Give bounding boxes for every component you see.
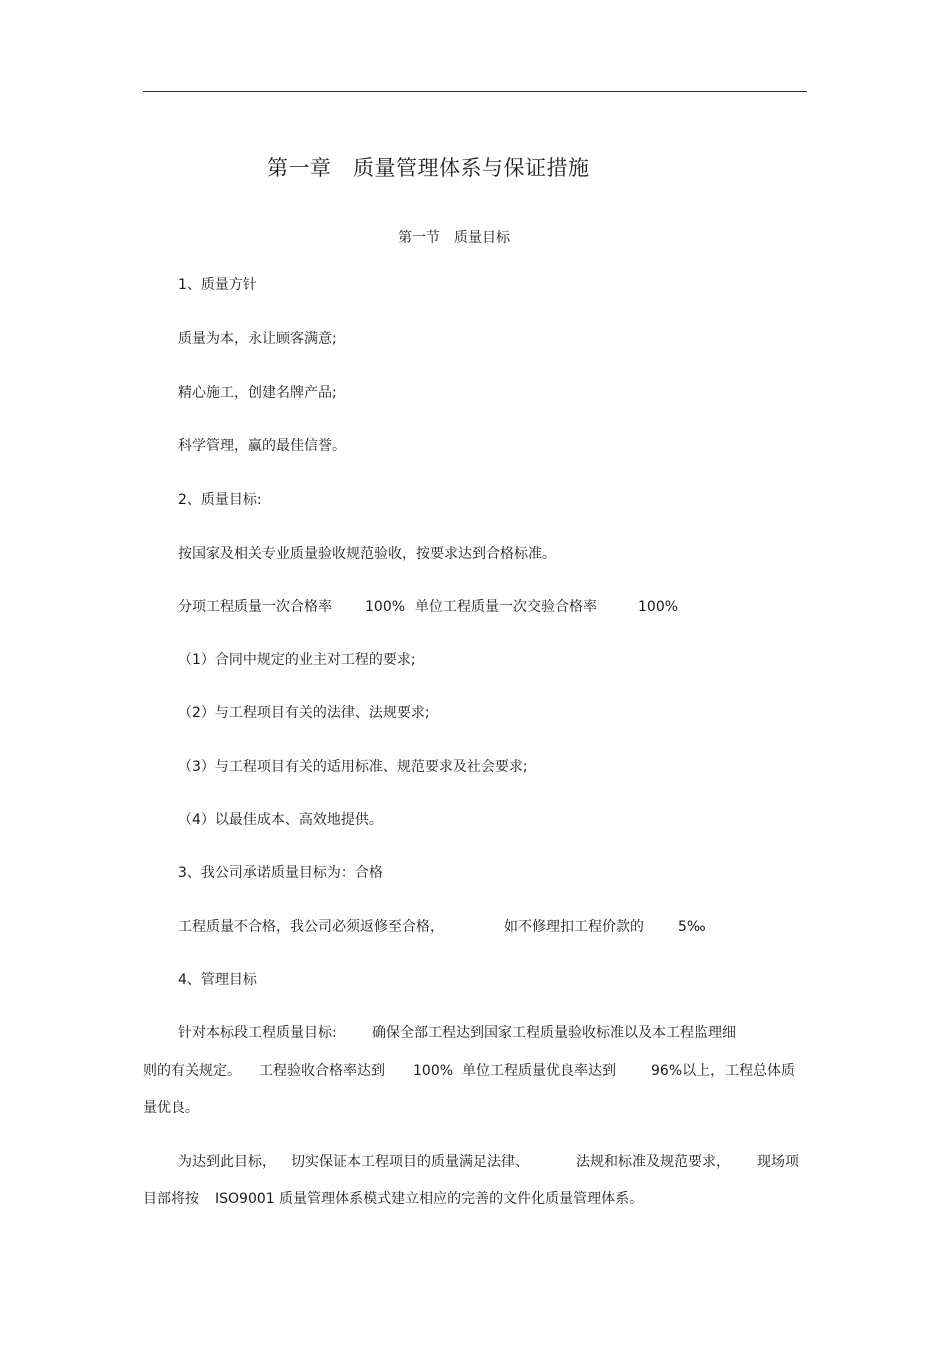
commitment-text-b: 如不修理扣工程价款的 <box>504 919 644 935</box>
header-rule <box>143 91 807 92</box>
p1-l1-b: 确保全部工程达到国家工程质量验收标准以及本工程监理细 <box>372 1025 736 1041</box>
commitment-heading: 3、我公司承诺质量目标为：合格 <box>178 865 383 881</box>
p1-l2-c: 100% <box>413 1063 454 1079</box>
section-title: 第一节 质量目标 <box>398 230 510 246</box>
rate-label-1: 分项工程质量一次合格率 <box>178 599 332 615</box>
rate-value-1: 100% <box>365 599 406 615</box>
rate-label-2: 单位工程质量一次交验合格率 <box>415 599 597 615</box>
p2-l2-b: ISO9001 质量管理体系模式建立相应的完善的文件化质量管理体系。 <box>215 1191 644 1207</box>
p2-l2-a: 目部将按 <box>143 1191 199 1207</box>
quality-goal-heading: 2、质量目标: <box>178 492 262 508</box>
chapter-title: 第一章 质量管理体系与保证措施 <box>267 156 590 180</box>
management-p1-line-3: 量优良。 <box>143 1100 199 1116</box>
commitment-text-c: 5‰ <box>678 919 706 935</box>
p1-l1-a: 针对本标段工程质量目标: <box>178 1025 337 1041</box>
p2-l1-a: 为达到此目标， <box>178 1154 276 1170</box>
p2-l1-d: 现场项 <box>757 1154 799 1170</box>
policy-line-2: 精心施工，创建名牌产品; <box>178 385 337 401</box>
policy-line-1: 质量为本，永让顾客满意; <box>178 331 337 347</box>
policy-line-3: 科学管理，赢的最佳信誉。 <box>178 438 346 454</box>
quality-policy-heading: 1、质量方针 <box>178 277 257 293</box>
requirement-item-3: （3）与工程项目有关的适用标准、规范要求及社会要求; <box>178 759 528 775</box>
requirement-item-1: （1）合同中规定的业主对工程的要求; <box>178 652 416 668</box>
requirement-item-2: （2）与工程项目有关的法律、法规要求; <box>178 705 430 721</box>
rate-value-2: 100% <box>638 599 679 615</box>
p1-l2-d: 单位工程质量优良率达到 <box>462 1063 616 1079</box>
p2-l1-c: 法规和标准及规范要求， <box>576 1154 730 1170</box>
quality-goal-line-1: 按国家及相关专业质量验收规范验收，按要求达到合格标准。 <box>178 546 556 562</box>
p1-l2-a: 则的有关规定。 <box>143 1063 241 1079</box>
p1-l2-f: 工程总体质 <box>725 1063 795 1079</box>
p1-l2-e: 96%以上， <box>651 1063 725 1079</box>
management-goal-heading: 4、管理目标 <box>178 972 257 988</box>
commitment-text-a: 工程质量不合格，我公司必须返修至合格， <box>178 919 444 935</box>
p1-l2-b: 工程验收合格率达到 <box>259 1063 385 1079</box>
requirement-item-4: （4）以最佳成本、高效地提供。 <box>178 812 383 828</box>
p2-l1-b: 切实保证本工程项目的质量满足法律、 <box>291 1154 529 1170</box>
